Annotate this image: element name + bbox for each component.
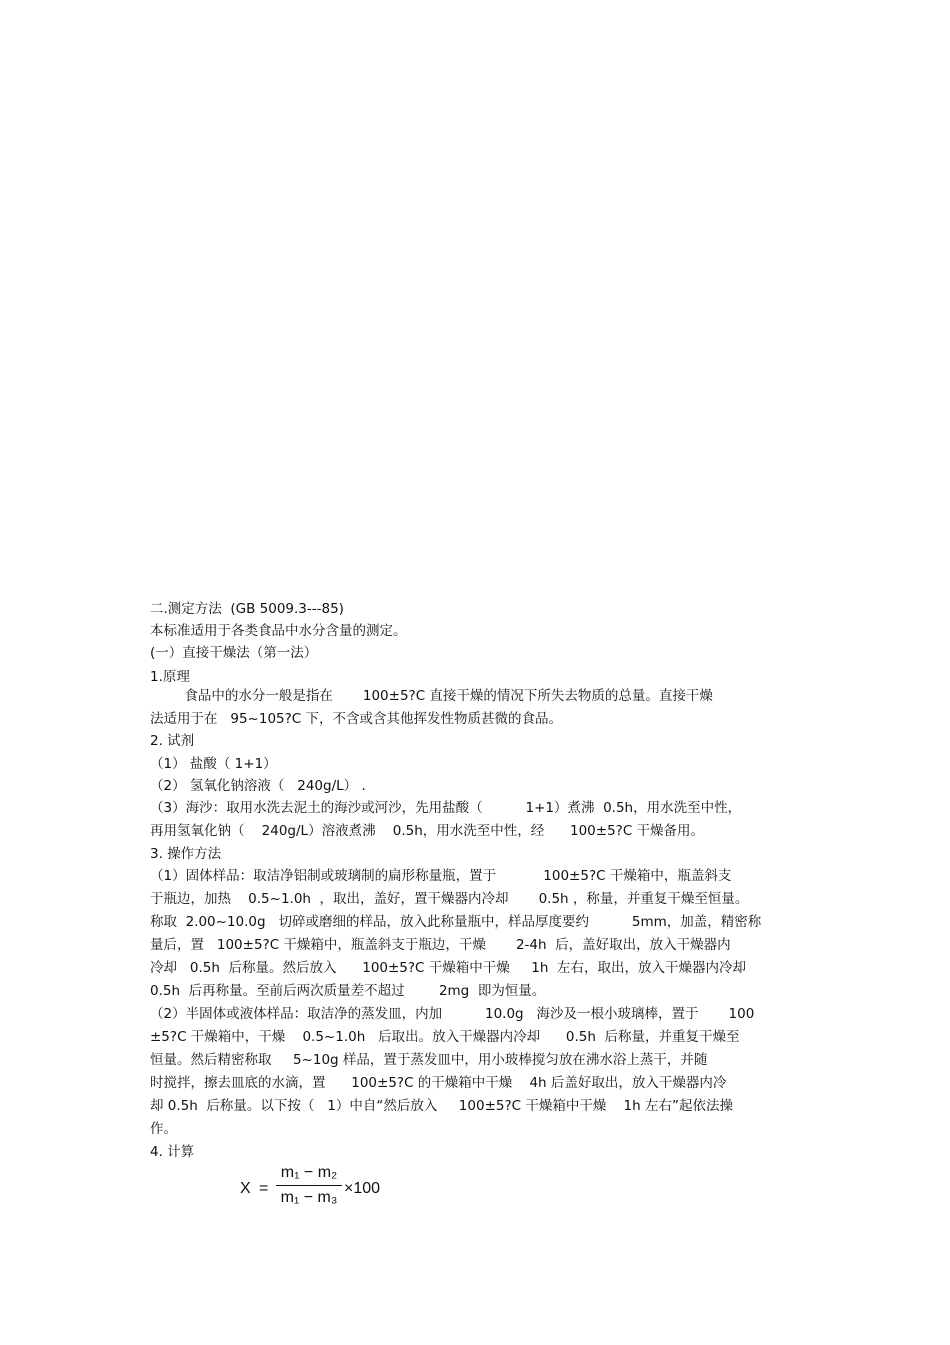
procedure-text: 称取 2.00~10.0g 切碎或磨细的样品，放入此称量瓶中，样品厚度要约 5mm，加盖，精密称 bbox=[150, 914, 762, 930]
section-heading: 二.测定方法 (GB 5009.3---85) bbox=[150, 601, 344, 617]
procedure-text: 却 0.5h 后称量。以下按（ 1）中自“然后放入 100±5?C 干燥箱中干燥 1h 左右”起依法操 bbox=[150, 1098, 733, 1114]
reagent-item: （1） 盐酸（ 1+1） bbox=[150, 756, 277, 772]
moisture-formula bbox=[240, 1162, 440, 1212]
formula-denominator: m₁ − m₃ bbox=[280, 1189, 338, 1206]
formula-equals: = bbox=[259, 1180, 269, 1197]
reagents-heading: 2. 试剂 bbox=[150, 733, 195, 749]
procedure-text: 冷却 0.5h 后称量。然后放入 100±5?C 干燥箱中干燥 1h 左右，取出，放入干燥器内冷却 bbox=[150, 960, 746, 976]
procedure-heading: 3. 操作方法 bbox=[150, 846, 222, 862]
procedure-text: 于瓶边，加热 0.5~1.0h ，取出，盖好，置干燥器内冷却 0.5h ，称量，并重复干燥至恒量。 bbox=[150, 891, 749, 907]
procedure-text: （2）半固体或液体样品：取洁净的蒸发皿，内加 10.0g 海沙及一根小玻璃棒，置于 100 bbox=[150, 1006, 755, 1022]
calculation-heading: 4. 计算 bbox=[150, 1144, 195, 1160]
procedure-text: ±5?C 干燥箱中，干燥 0.5~1.0h 后取出。放入干燥器内冷却 0.5h 后称量，并重复干燥至 bbox=[150, 1029, 740, 1045]
reagent-item: 再用氢氧化钠（ 240g/L）溶液煮沸 0.5h，用水洗至中性，经 100±5?C 干燥备用。 bbox=[150, 823, 705, 839]
formula-numerator: m₁ − m₂ bbox=[280, 1164, 338, 1181]
reagent-item: （3）海沙：取用水洗去泥土的海沙或河沙，先用盐酸（ 1+1）煮沸 0.5h，用水洗至中性， bbox=[150, 800, 742, 816]
principle-heading: 1.原理 bbox=[150, 669, 190, 685]
method-heading: (一）直接干燥法（第一法） bbox=[150, 645, 318, 661]
scope-text: 本标准适用于各类食品中水分含量的测定。 bbox=[150, 623, 407, 639]
procedure-text: 0.5h 后再称量。至前后两次质量差不超过 2mg 即为恒量。 bbox=[150, 983, 546, 999]
procedure-text: 恒量。然后精密称取 5~10g 样品，置于蒸发皿中，用小玻棒搅匀放在沸水浴上蒸干，并随 bbox=[150, 1052, 708, 1068]
procedure-text: 作。 bbox=[150, 1121, 177, 1137]
principle-text: 食品中的水分一般是指在 100±5?C 直接干燥的情况下所失去物质的总量。直接干燥 bbox=[150, 688, 713, 704]
fraction-bar bbox=[276, 1185, 342, 1186]
formula-fraction bbox=[276, 1162, 342, 1209]
formula-lhs: X bbox=[240, 1180, 251, 1197]
formula-multiplier: ×100 bbox=[344, 1180, 381, 1197]
procedure-text: 时搅拌，擦去皿底的水滴，置 100±5?C 的干燥箱中干燥 4h 后盖好取出，放入干燥器内冷 bbox=[150, 1075, 727, 1091]
reagent-item: （2） 氢氧化钠溶液（ 240g/L） . bbox=[150, 778, 366, 794]
procedure-text: 量后，置 100±5?C 干燥箱中，瓶盖斜支于瓶边，干燥 2-4h 后，盖好取出，放入干燥器内 bbox=[150, 937, 731, 953]
procedure-text: （1）固体样品：取洁净铝制或玻璃制的扁形称量瓶，置于 100±5?C 干燥箱中，瓶盖斜支 bbox=[150, 868, 732, 884]
principle-text: 法适用于在 95~105?C 下，不含或含其他挥发性物质甚微的食品。 bbox=[150, 711, 563, 727]
